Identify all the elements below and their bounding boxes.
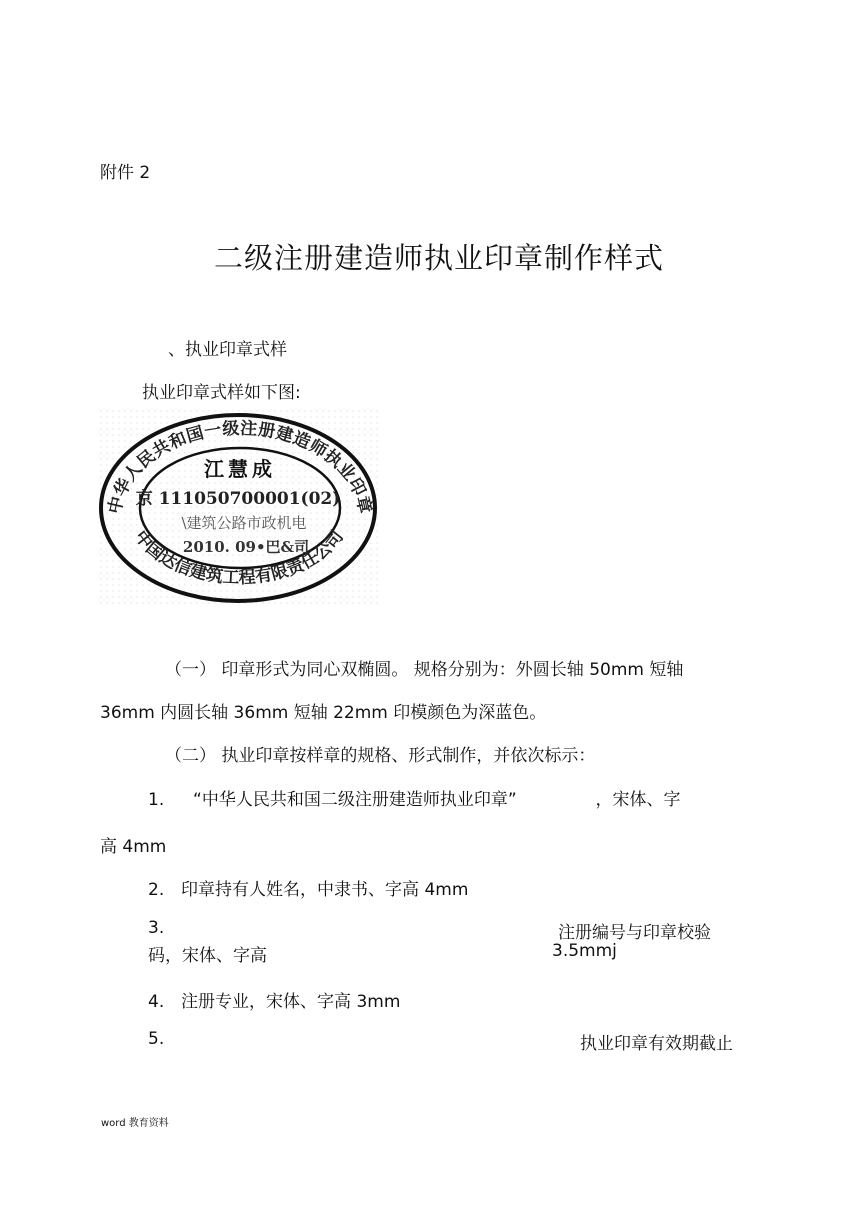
stamp-outer-text: 中华人民共和国一级注册建造师执业印章 <box>105 418 375 516</box>
section-heading: 、执业印章式样 <box>168 340 287 360</box>
svg-text:中国达信建筑工程有限责任公司 <box>130 526 347 588</box>
stamp-company-text: 中国达信建筑工程有限责任公司 <box>130 526 348 589</box>
stamp-registration-number: 京 111050700001(02) <box>135 489 341 509</box>
paragraph-1-line-1: （一） 印章形式为同心双椭圆。 规格分别为：外圆长轴 50mm 短轴 <box>165 660 684 680</box>
list-item-number: 1. <box>148 790 165 810</box>
page-title: 二级注册建造师执业印章制作样式 <box>214 241 665 275</box>
list-item-number: 2. <box>148 880 165 900</box>
list-item-text: 注册专业，宋体、字高 3mm <box>181 992 401 1012</box>
list-item-1-continuation: 高 4mm <box>100 837 167 857</box>
list-item-5-number: 5. <box>148 1029 165 1049</box>
list-item-text: 印章持有人姓名，中隶书、字高 4mm <box>181 880 469 900</box>
stamp-specialty: \建筑公路市政机电 <box>181 514 307 532</box>
stamp-holder-name: 江慧成 <box>204 457 276 481</box>
page-footer: word 教育资料 <box>101 1118 169 1129</box>
stamp-validity: 2010. 09•巴&司 <box>182 538 310 556</box>
seal-stamp-image <box>98 408 378 604</box>
list-item-5-right-text: 执业印章有效期截止 <box>580 1034 733 1054</box>
list-item-3-right-text: 注册编号与印章校验 <box>558 923 711 943</box>
list-item-3-line2-right: 3.5mmj <box>552 941 617 961</box>
attachment-label: 附件 2 <box>100 163 151 183</box>
list-item-3-line2-left: 码，宋体、字高 <box>148 946 267 966</box>
paragraph-1-line-2: 36mm 内圆长轴 36mm 短轴 22mm 印模颜色为深蓝色。 <box>100 703 547 723</box>
stamp-intro-text: 执业印章式样如下图: <box>142 383 301 403</box>
list-item-3-number: 3. <box>148 918 165 938</box>
list-item-2 <box>148 875 468 900</box>
list-item-4 <box>148 987 400 1012</box>
list-item-number: 4. <box>148 992 165 1012</box>
list-item-tail: ，宋体、字 <box>595 790 681 810</box>
paragraph-2: （二） 执业印章按样章的规格、形式制作，并依次标示： <box>165 746 596 766</box>
list-item-text: “中华人民共和国二级注册建造师执业印章” <box>193 790 517 810</box>
list-item-1 <box>148 785 680 810</box>
